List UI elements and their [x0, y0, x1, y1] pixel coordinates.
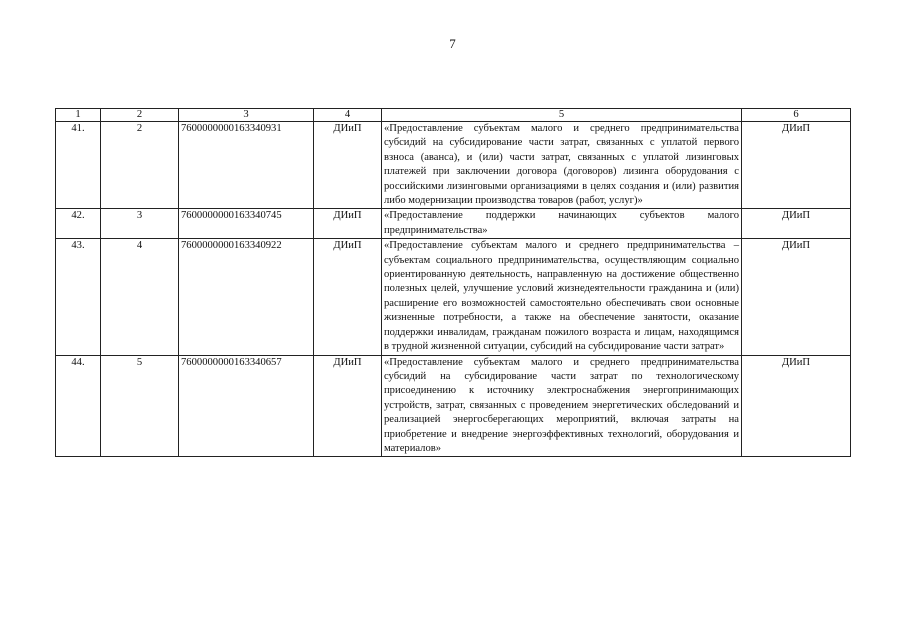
row-number: 41. [56, 122, 101, 209]
table-header-row [56, 109, 851, 122]
row-organization: ДИиП [314, 239, 382, 355]
row-description: «Предоставление субъектам малого и среднего предпринимательства субсидий на субсидирование части затрат по технологическому присоединению к источнику электроснабжения энергопринимающих устройств, затрат, связанных с проведением энергетических обследований и реализацией энергосберегающих мероприятий, включая затраты на приобретение и внедрение энергоэффективных технологий, оборудования и материалов» [382, 355, 742, 457]
table-row [56, 122, 851, 209]
row-number: 43. [56, 239, 101, 355]
row-index: 2 [101, 122, 179, 209]
row-number: 44. [56, 355, 101, 457]
row-responsible: ДИиП [742, 122, 851, 209]
table-row [56, 239, 851, 355]
row-index: 4 [101, 239, 179, 355]
row-responsible: ДИиП [742, 239, 851, 355]
header-col-1: 1 [56, 109, 101, 122]
row-number: 42. [56, 209, 101, 239]
row-organization: ДИиП [314, 209, 382, 239]
registry-table [55, 108, 851, 457]
header-col-2: 2 [101, 109, 179, 122]
row-description: «Предоставление поддержки начинающих субъектов малого предпринимательства» [382, 209, 742, 239]
row-code: 7600000000163340657 [179, 355, 314, 457]
row-description: «Предоставление субъектам малого и среднего предпринимательства – субъектам социального предпринимательства, осуществляющим социально ориентированную деятельность, направленную на достижение общественно полезных целей, улучшение условий жизнедеятельности гражданина и (или) расширение его возможностей самостоятельно обеспечивать свои основные жизненные потребности, а также на обеспечение занятости, оказание поддержки инвалидам, гражданам пожилого возраста и лицам, находящимся в трудной жизненной ситуации, субсидий на субсидирование части затрат» [382, 239, 742, 355]
row-responsible: ДИиП [742, 355, 851, 457]
row-index: 5 [101, 355, 179, 457]
row-description: «Предоставление субъектам малого и среднего предпринимательства субсидий на субсидирование части затрат, связанных с уплатой первого взноса (аванса), и (или) части затрат, связанных с уплатой лизинговых платежей при заключении договора (договоров) лизинга оборудования с российскими лизинговыми организациями в целях создания и (или) развития либо модернизации производства товаров (работ, услуг)» [382, 122, 742, 209]
row-organization: ДИиП [314, 122, 382, 209]
row-code: 7600000000163340745 [179, 209, 314, 239]
row-responsible: ДИиП [742, 209, 851, 239]
header-col-3: 3 [179, 109, 314, 122]
page-number: 7 [449, 36, 456, 51]
header-col-5: 5 [382, 109, 742, 122]
table-row [56, 355, 851, 457]
row-index: 3 [101, 209, 179, 239]
header-col-4: 4 [314, 109, 382, 122]
header-col-6: 6 [742, 109, 851, 122]
row-organization: ДИиП [314, 355, 382, 457]
row-code: 7600000000163340922 [179, 239, 314, 355]
table-row [56, 209, 851, 239]
row-code: 7600000000163340931 [179, 122, 314, 209]
